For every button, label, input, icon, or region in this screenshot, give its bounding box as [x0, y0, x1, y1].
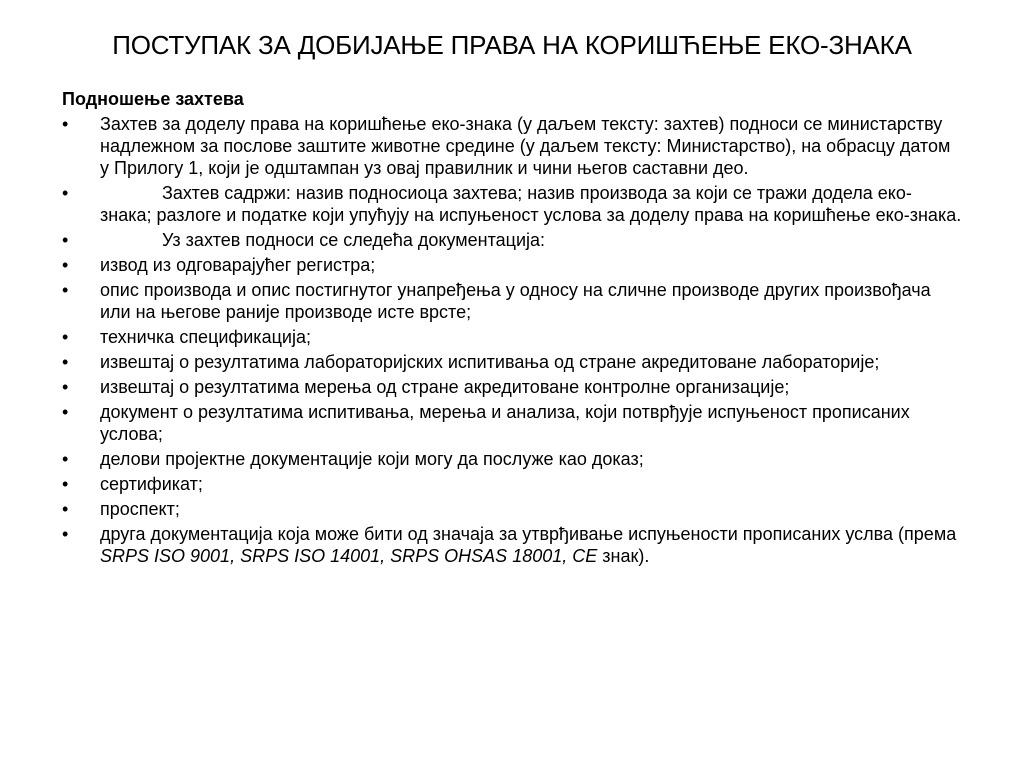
- list-item-text: проспект;: [100, 499, 180, 519]
- list-item: [62, 401, 962, 445]
- list-item-text-body: Уз захтев подноси се следећа документација:: [162, 230, 546, 250]
- bullet-icon: •: [62, 327, 69, 347]
- bullet-icon: •: [62, 474, 69, 494]
- list-item: [62, 229, 962, 251]
- bullet-list: [62, 113, 962, 567]
- list-item-text-body: Захтев садржи: назив подносиоца захтева; назив производа за који се тражи додела еко-знака; разлоге и податке који упућују на испуњеност услова за доделу права на коришћење еко-знака.: [100, 183, 962, 225]
- list-item: [62, 254, 962, 276]
- list-item-text: документ о резултатима испитивања, мерења и анализа, који потврђује испуњеност прописаних услова;: [100, 402, 910, 444]
- bullet-icon: •: [62, 352, 69, 372]
- bullet-icon: •: [62, 402, 69, 422]
- section-heading: Подношење захтева: [62, 89, 244, 109]
- bullet-icon: •: [62, 114, 69, 134]
- list-item: [62, 182, 962, 226]
- bullet-icon: •: [62, 230, 69, 250]
- list-item: [62, 498, 962, 520]
- list-item-text: [100, 183, 961, 225]
- bullet-icon: •: [62, 183, 69, 203]
- list-item: [62, 326, 962, 348]
- list-item-text-suffix: знак).: [597, 546, 650, 566]
- standards-reference: SRPS ISO 9001, SRPS ISO 14001, SRPS OHSAS 18001, CE: [100, 546, 598, 566]
- list-item: [62, 279, 962, 323]
- list-item-text: [100, 230, 545, 250]
- list-item: [62, 376, 962, 398]
- bullet-icon: •: [62, 255, 69, 275]
- list-item-text: [100, 524, 956, 566]
- list-item: [62, 113, 962, 179]
- list-item: [62, 473, 962, 495]
- list-item-text: сертификат;: [100, 474, 203, 494]
- list-item-text: извештај о резултатима лабораторијских испитивања од стране акредитоване лабораторије;: [100, 352, 880, 372]
- bullet-icon: •: [62, 280, 69, 300]
- slide-content: [62, 88, 962, 570]
- bullet-icon: •: [62, 499, 69, 519]
- list-item-text: опис производа и опис постигнутог унапређења у односу на сличне производе других произвођача или на његове раније производе исте врсте;: [100, 280, 931, 322]
- bullet-icon: •: [62, 377, 69, 397]
- list-item-text: Захтев за доделу права на коришћење еко-знака (у даљем тексту: захтев) подноси се министарству надлежном за послове заштите животне средине (у даљем тексту: Министарство), на обрасцу датом у Прилогу 1, који је одштампан уз овај правилник и чини његов саставни део.: [100, 114, 951, 178]
- list-item: [62, 523, 962, 567]
- list-item: [62, 448, 962, 470]
- list-item-text: извештај о резултатима мерења од стране акредитоване контролне организације;: [100, 377, 790, 397]
- bullet-icon: •: [62, 524, 69, 544]
- bullet-icon: •: [62, 449, 69, 469]
- list-item-text: извод из одговарајућег регистра;: [100, 255, 376, 275]
- page-title: ПОСТУПАК ЗА ДОБИЈАЊЕ ПРАВА НА КОРИШЋЕЊЕ ЕКО-ЗНАКА: [112, 30, 912, 60]
- list-item-text: техничка спецификација;: [100, 327, 311, 347]
- list-item-text-prefix: друга документација која може бити од значаја за утврђивање испуњености прописаних услва (према: [100, 524, 957, 544]
- list-item: [62, 351, 962, 373]
- list-item-text: делови пројектне документације који могу да послуже као доказ;: [100, 449, 644, 469]
